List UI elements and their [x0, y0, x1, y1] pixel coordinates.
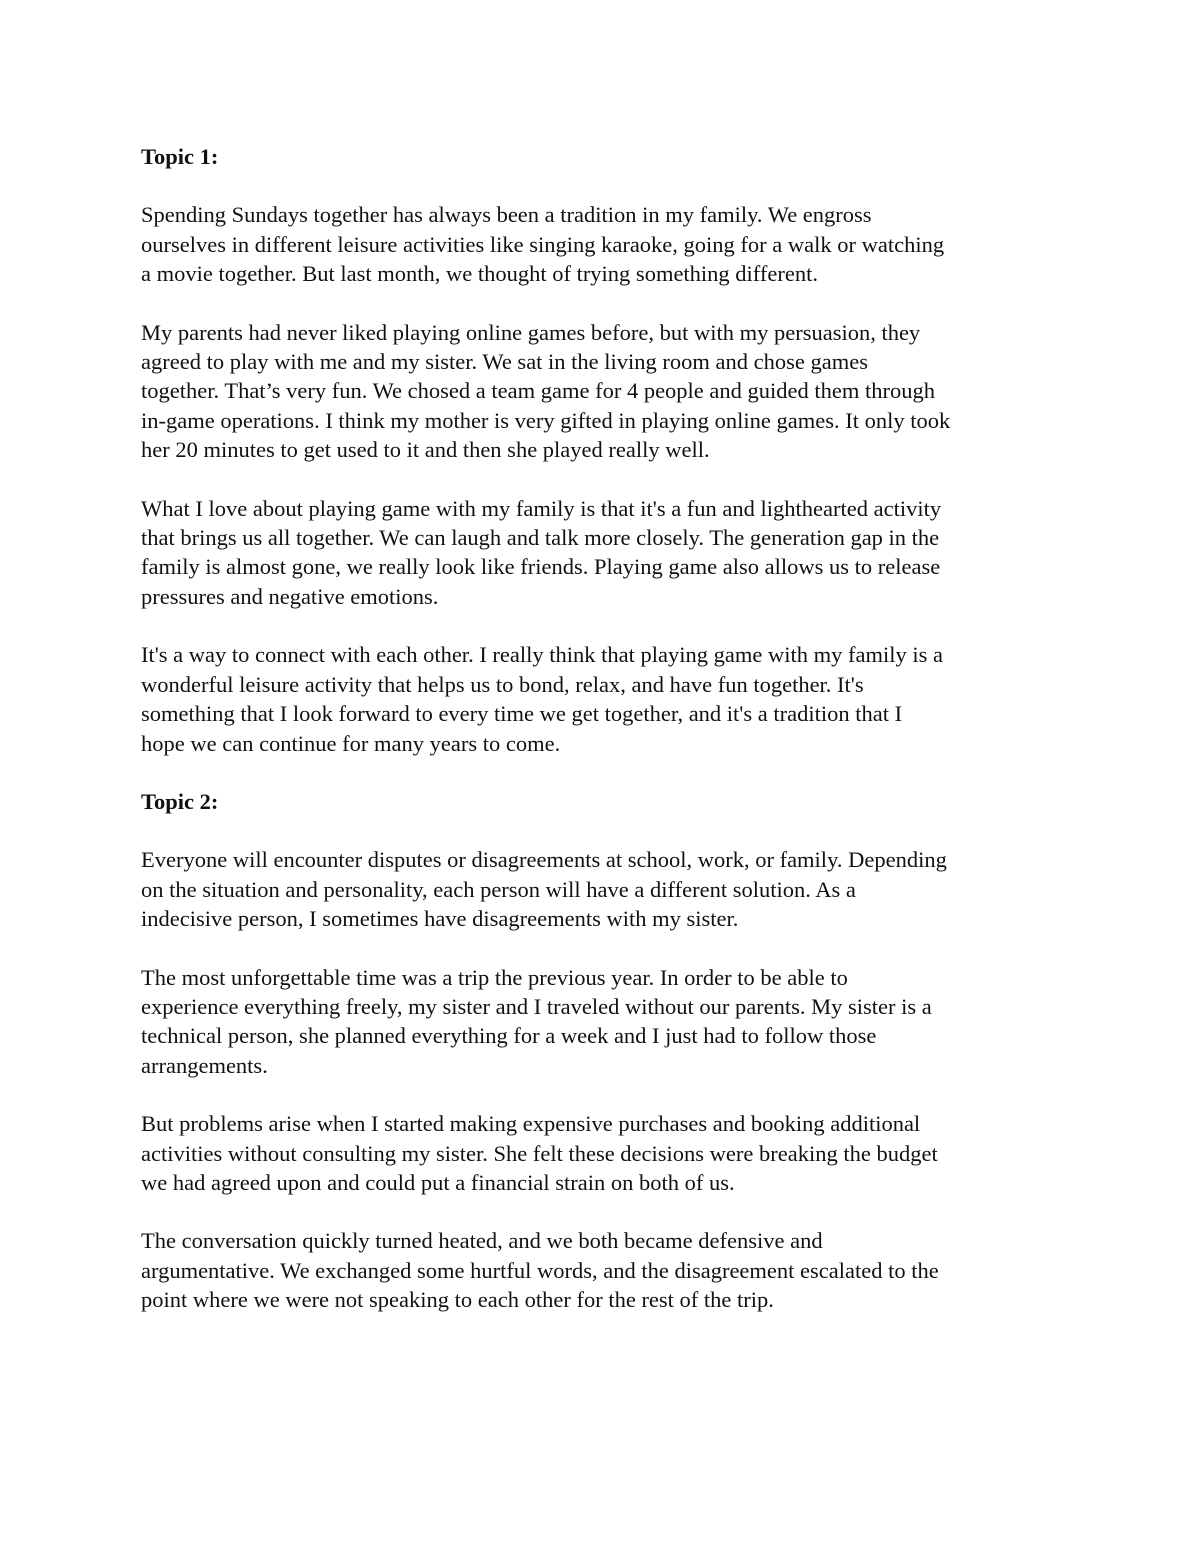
text-line: Spending Sundays together has always been a tradition in my family. We engross [141, 202, 872, 228]
topic-2-paragraph-1 [141, 845, 1071, 933]
text-line: Everyone will encounter disputes or disagreements at school, work, or family. Depending [141, 847, 947, 873]
heading-text: Topic 2: [141, 788, 219, 814]
heading-text: Topic 1: [141, 144, 219, 169]
text-line: experience everything freely, my sister and I traveled without our parents. My sister is a [141, 993, 932, 1019]
text-line: that brings us all together. We can laugh and talk more closely. The generation gap in the [141, 525, 940, 551]
text-line: a movie together. But last month, we thought of trying something different. [141, 261, 818, 287]
topic-2-paragraph-2 [141, 963, 1071, 1081]
text-line: ourselves in different leisure activities like singing karaoke, going for a walk or watching [141, 231, 945, 257]
text-line: something that I look forward to every time we get together, and it's a tradition that I [141, 701, 903, 727]
section-heading-topic-2 [141, 787, 1071, 816]
document-body [141, 142, 1071, 1344]
text-line: point where we were not speaking to each other for the rest of the trip. [141, 1287, 774, 1313]
topic-2-paragraph-3 [141, 1109, 1071, 1197]
text-line: family is almost gone, we really look like friends. Playing game also allows us to release [141, 554, 941, 580]
topic-1-paragraph-1 [141, 200, 1071, 288]
text-line: together. That’s very fun. We chosed a team game for 4 people and guided them through [141, 378, 936, 404]
text-line: agreed to play with me and my sister. We sat in the living room and chose games [141, 349, 868, 375]
text-line: in-game operations. I think my mother is very gifted in playing online games. It only took [141, 407, 951, 433]
text-line: My parents had never liked playing online games before, but with my persuasion, they [141, 319, 921, 345]
section-heading-topic-1 [141, 142, 1071, 171]
text-line: The conversation quickly turned heated, and we both became defensive and [141, 1228, 823, 1254]
text-line: indecisive person, I sometimes have disagreements with my sister. [141, 906, 739, 932]
text-line: It's a way to connect with each other. I really think that playing game with my family is a [141, 642, 943, 668]
topic-2-paragraph-4 [141, 1226, 1071, 1314]
text-line: The most unforgettable time was a trip the previous year. In order to be able to [141, 964, 848, 990]
text-line: we had agreed upon and could put a financial strain on both of us. [141, 1169, 735, 1195]
topic-1-paragraph-3 [141, 494, 1071, 612]
text-line: hope we can continue for many years to come. [141, 730, 561, 756]
text-line: argumentative. We exchanged some hurtful words, and the disagreement escalated to the [141, 1257, 939, 1283]
text-line: her 20 minutes to get used to it and then she played really well. [141, 437, 710, 463]
text-line: arrangements. [141, 1052, 268, 1078]
text-line: activities without consulting my sister. She felt these decisions were breaking the budget [141, 1140, 938, 1166]
topic-1-paragraph-2 [141, 318, 1071, 465]
text-line: on the situation and personality, each person will have a different solution. As a [141, 876, 856, 902]
text-line: But problems arise when I started making expensive purchases and booking additional [141, 1111, 921, 1137]
text-line: wonderful leisure activity that helps us to bond, relax, and have fun together. It's [141, 671, 864, 697]
text-line: What I love about playing game with my family is that it's a fun and lighthearted activity [141, 495, 942, 521]
text-line: technical person, she planned everything for a week and I just had to follow those [141, 1023, 877, 1049]
text-line: pressures and negative emotions. [141, 583, 439, 609]
topic-1-paragraph-4 [141, 640, 1071, 758]
